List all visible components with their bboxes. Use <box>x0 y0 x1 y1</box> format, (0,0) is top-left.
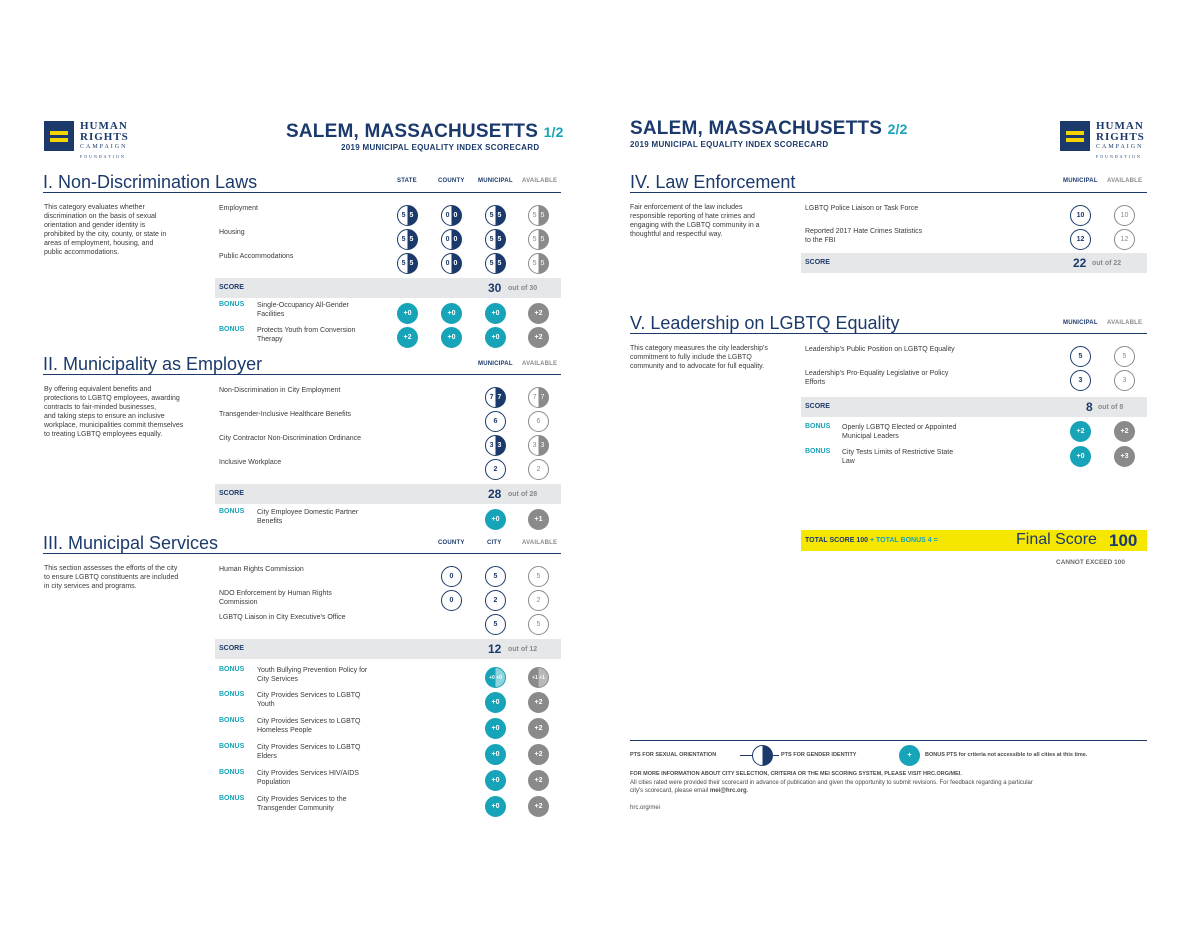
cannot-exceed-note: CANNOT EXCEED 100 <box>1056 559 1125 566</box>
available-circle: 5 <box>528 566 549 587</box>
column-header: CITY <box>487 540 502 546</box>
page-title <box>286 121 564 143</box>
bonus-available-circle: +2 <box>528 770 549 791</box>
bonus-circle: +0 <box>485 744 506 765</box>
section-title: III. Municipal Services <box>43 533 219 553</box>
bonus-criterion: City Employee Domestic Partner Benefits <box>257 509 359 525</box>
footnote: All cities rated were provided their scorecard in advance of publication and given the opportunity to submit revisions. For feedback regarding a particular city's scorecard, please email mei@hrc.org. <box>630 780 1033 794</box>
score-value: 8 <box>1086 400 1093 414</box>
bonus-label: BONUS <box>219 795 245 802</box>
bonus-available-circle: +2 <box>528 327 549 348</box>
column-header: AVAILABLE <box>522 540 558 546</box>
score-out-of: out of 8 <box>1098 404 1124 411</box>
bonus-available-circle: +2 <box>528 796 549 817</box>
section-description: This category evaluates whether discrimination on the basis of sexual orientation and gender identity is prohibited by the city, county, or state in areas of employment, housing, and public accommodations. <box>44 204 167 256</box>
score-out-of: out of 30 <box>508 285 538 292</box>
bonus-circle: +0 +0 <box>485 667 506 688</box>
city-title: SALEM, MASSACHUSETTS <box>286 121 539 142</box>
score-circle: 6 <box>485 411 506 432</box>
available-circle: 5 <box>528 614 549 635</box>
equality-logo-icon <box>1060 121 1090 151</box>
section-description: This category measures the city leadership's commitment to fully include the LGBTQ community and to advocate for full equality. <box>630 345 768 370</box>
bonus-label: BONUS <box>219 666 245 673</box>
bonus-circle: +0 <box>485 770 506 791</box>
legend-connector <box>773 755 779 756</box>
bonus-available-circle: +1 +1 <box>528 667 549 688</box>
score-value: 22 <box>1073 256 1087 270</box>
section-title: II. Municipality as Employer <box>43 354 263 374</box>
available-circle: 3 <box>1114 370 1135 391</box>
score-circle: 12 <box>1070 229 1091 250</box>
bonus-label: BONUS <box>219 691 245 698</box>
column-header: STATE <box>397 178 417 184</box>
total-score-text: TOTAL SCORE 100 + TOTAL BONUS 4 = <box>805 537 938 544</box>
bonus-circle: +0 <box>485 796 506 817</box>
column-header: AVAILABLE <box>1107 178 1143 184</box>
bonus-available-circle: +3 <box>1114 446 1135 467</box>
criterion-label: NDO Enforcement by Human Rights Commission <box>219 590 332 606</box>
bonus-criterion: Single-Occupancy All-Gender Facilities <box>257 302 349 318</box>
score-circle: 5 <box>485 614 506 635</box>
score-label: SCORE <box>219 284 244 291</box>
bonus-criterion: City Tests Limits of Restrictive State Law <box>842 449 954 465</box>
legend-connector <box>740 755 752 756</box>
equality-logo-icon <box>44 121 74 151</box>
hrc-logo <box>44 121 129 162</box>
available-circle: 10 <box>1114 205 1135 226</box>
score-out-of: out of 22 <box>1092 260 1122 267</box>
bonus-criterion: City Provides Services to the Transgender Community <box>257 796 347 812</box>
column-header: MUNICIPAL <box>1063 320 1098 326</box>
score-circle: 5 5 <box>397 205 418 226</box>
bonus-label: BONUS <box>219 508 245 515</box>
hrc-logo <box>1060 121 1145 162</box>
section-rule <box>43 553 561 554</box>
logo-word: RIGHTS <box>80 131 129 143</box>
bonus-criterion: Youth Bullying Prevention Policy for City Services <box>257 667 368 683</box>
bonus-circle: +0 <box>397 303 418 324</box>
score-circle: 5 5 <box>485 229 506 250</box>
criterion-label: Employment <box>219 205 258 212</box>
bonus-label: BONUS <box>805 423 831 430</box>
section-description: Fair enforcement of the law includes responsible reporting of hate crimes and engaging with the LGBTQ community in a thoughtful and respectful way. <box>630 204 760 238</box>
legend-sexual-orientation: PTS FOR SEXUAL ORIENTATION <box>630 752 717 758</box>
score-label: SCORE <box>219 490 244 497</box>
criterion-label: LGBTQ Liaison in City Executive's Office <box>219 614 346 621</box>
score-circle: 0 0 <box>441 229 462 250</box>
criterion-label: Leadership's Pro-Equality Legislative or Policy Efforts <box>805 370 949 386</box>
bonus-criterion: City Provides Services HIV/AIDS Population <box>257 770 359 786</box>
score-label: SCORE <box>805 403 830 410</box>
available-circle: 3 3 <box>528 435 549 456</box>
bonus-circle: +0 <box>485 327 506 348</box>
score-circle: 0 <box>441 566 462 587</box>
criterion-label: City Contractor Non-Discrimination Ordinance <box>219 435 361 442</box>
score-circle: 3 <box>1070 370 1091 391</box>
bonus-circle: +0 <box>441 303 462 324</box>
scorecard-page-2 <box>600 0 1200 934</box>
legend-split-circle-icon <box>752 745 773 766</box>
score-label: SCORE <box>805 259 830 266</box>
criterion-label: Reported 2017 Hate Crimes Statistics to the FBI <box>805 228 923 244</box>
bonus-label: BONUS <box>219 769 245 776</box>
bonus-circle: +2 <box>1070 421 1091 442</box>
score-circle: 3 3 <box>485 435 506 456</box>
page-subtitle: 2019 MUNICIPAL EQUALITY INDEX SCORECARD <box>341 143 540 152</box>
column-header: AVAILABLE <box>522 178 558 184</box>
section-title: IV. Law Enforcement <box>630 172 796 192</box>
logo-word: FOUNDATION <box>80 154 126 159</box>
logo-word: FOUNDATION <box>1096 154 1142 159</box>
available-circle: 12 <box>1114 229 1135 250</box>
available-circle: 5 5 <box>528 229 549 250</box>
bonus-available-circle: +2 <box>528 692 549 713</box>
available-circle: 5 5 <box>528 253 549 274</box>
bonus-circle: +0 <box>485 303 506 324</box>
section-description: By offering equivalent benefits and protections to LGBTQ employees, awarding contracts to fair-minded businesses, and taking steps to ensure an inclusive workplace, municipalities commit themselves to treating LGBTQ employees equally. <box>44 386 184 438</box>
bonus-criterion: Openly LGBTQ Elected or Appointed Municipal Leaders <box>842 424 957 440</box>
page-subtitle: 2019 MUNICIPAL EQUALITY INDEX SCORECARD <box>630 140 829 149</box>
score-value: 30 <box>488 281 502 295</box>
score-circle: 0 0 <box>441 205 462 226</box>
available-circle: 6 <box>528 411 549 432</box>
column-header: MUNICIPAL <box>478 178 513 184</box>
available-circle: 7 7 <box>528 387 549 408</box>
bonus-label: BONUS <box>805 448 831 455</box>
score-circle: 5 5 <box>397 229 418 250</box>
final-score-label: Final Score <box>1016 531 1097 548</box>
section-rule <box>43 192 561 193</box>
score-circle: 5 <box>485 566 506 587</box>
logo-word: HUMAN <box>1096 120 1144 132</box>
page-title <box>630 118 908 140</box>
bonus-criterion: City Provides Services to LGBTQ Elders <box>257 744 361 760</box>
bonus-label: BONUS <box>219 743 245 750</box>
available-circle: 5 5 <box>528 205 549 226</box>
column-header: MUNICIPAL <box>478 361 513 367</box>
section-title: I. Non-Discrimination Laws <box>43 172 258 192</box>
logo-word: CAMPAIGN <box>1096 144 1144 150</box>
score-circle: 2 <box>485 459 506 480</box>
legend-bonus: BONUS PTS for criteria not accessible to all cities at this time. <box>925 752 1088 758</box>
score-circle: 7 7 <box>485 387 506 408</box>
criterion-label: Transgender-Inclusive Healthcare Benefits <box>219 411 352 418</box>
column-header: AVAILABLE <box>1107 320 1143 326</box>
bonus-circle: +0 <box>485 692 506 713</box>
legend-bonus-icon: + <box>899 745 920 766</box>
section-rule <box>630 333 1147 334</box>
section-title: V. Leadership on LGBTQ Equality <box>630 313 900 333</box>
bonus-circle: +0 <box>1070 446 1091 467</box>
criterion-label: LGBTQ Police Liaison or Task Force <box>805 205 919 212</box>
bonus-label: BONUS <box>219 301 245 308</box>
criterion-label: Inclusive Workplace <box>219 459 282 466</box>
score-out-of: out of 28 <box>508 491 538 498</box>
page-number: 2/2 <box>887 121 908 137</box>
available-circle: 2 <box>528 590 549 611</box>
bonus-circle: +0 <box>485 509 506 530</box>
score-circle: 5 5 <box>485 205 506 226</box>
section-rule <box>43 374 561 375</box>
bonus-label: BONUS <box>219 717 245 724</box>
bonus-label: BONUS <box>219 326 245 333</box>
bonus-criterion: City Provides Services to LGBTQ Youth <box>257 692 361 708</box>
score-circle: 5 5 <box>485 253 506 274</box>
criterion-label: Housing <box>219 229 245 236</box>
score-label: SCORE <box>219 645 244 652</box>
page-number: 1/2 <box>543 124 564 140</box>
score-circle: 0 0 <box>441 253 462 274</box>
section-rule <box>630 192 1147 193</box>
more-info-text: FOR MORE INFORMATION ABOUT CITY SELECTION, CRITERIA OR THE MEI SCORING SYSTEM, PLEASE VISIT HRC.ORG/MEI. <box>630 771 962 777</box>
logo-word: CAMPAIGN <box>80 144 128 150</box>
bonus-circle: +2 <box>397 327 418 348</box>
score-circle: 5 5 <box>397 253 418 274</box>
bonus-circle: +0 <box>441 327 462 348</box>
criterion-label: Human Rights Commission <box>219 566 304 573</box>
criterion-label: Public Accommodations <box>219 253 294 260</box>
available-circle: 2 <box>528 459 549 480</box>
legend-gender-identity: PTS FOR GENDER IDENTITY <box>781 752 857 758</box>
column-header: COUNTY <box>438 178 465 184</box>
logo-word: HUMAN <box>80 120 128 132</box>
logo-word: RIGHTS <box>1096 131 1145 143</box>
criterion-label: Non-Discrimination in City Employment <box>219 387 341 394</box>
score-circle: 0 <box>441 590 462 611</box>
score-circle: 10 <box>1070 205 1091 226</box>
bonus-circle: +0 <box>485 718 506 739</box>
score-circle: 2 <box>485 590 506 611</box>
score-value: 12 <box>488 642 502 656</box>
bonus-available-circle: +2 <box>528 303 549 324</box>
column-header: AVAILABLE <box>522 361 558 367</box>
final-score-value: 100 <box>1109 531 1138 550</box>
score-value: 28 <box>488 487 502 501</box>
bonus-available-circle: +2 <box>528 718 549 739</box>
bonus-criterion: Protects Youth from Conversion Therapy <box>257 327 356 343</box>
bonus-available-circle: +1 <box>528 509 549 530</box>
column-header: MUNICIPAL <box>1063 178 1098 184</box>
score-out-of: out of 12 <box>508 646 538 653</box>
section-description: This section assesses the efforts of the city to ensure LGBTQ constituents are included in city services and programs. <box>44 565 179 590</box>
score-bar <box>801 397 1147 417</box>
score-circle: 5 <box>1070 346 1091 367</box>
email-link[interactable]: mei@hrc.org <box>709 788 747 794</box>
criterion-label: Leadership's Public Position on LGBTQ Equality <box>805 346 955 353</box>
bonus-available-circle: +2 <box>1114 421 1135 442</box>
column-header: COUNTY <box>438 540 465 546</box>
legend-rule <box>630 740 1147 741</box>
city-title: SALEM, MASSACHUSETTS <box>630 118 883 139</box>
bonus-available-circle: +2 <box>528 744 549 765</box>
available-circle: 5 <box>1114 346 1135 367</box>
hrc-url[interactable]: hrc.org/mei <box>630 805 661 811</box>
bonus-criterion: City Provides Services to LGBTQ Homeless People <box>257 718 361 734</box>
